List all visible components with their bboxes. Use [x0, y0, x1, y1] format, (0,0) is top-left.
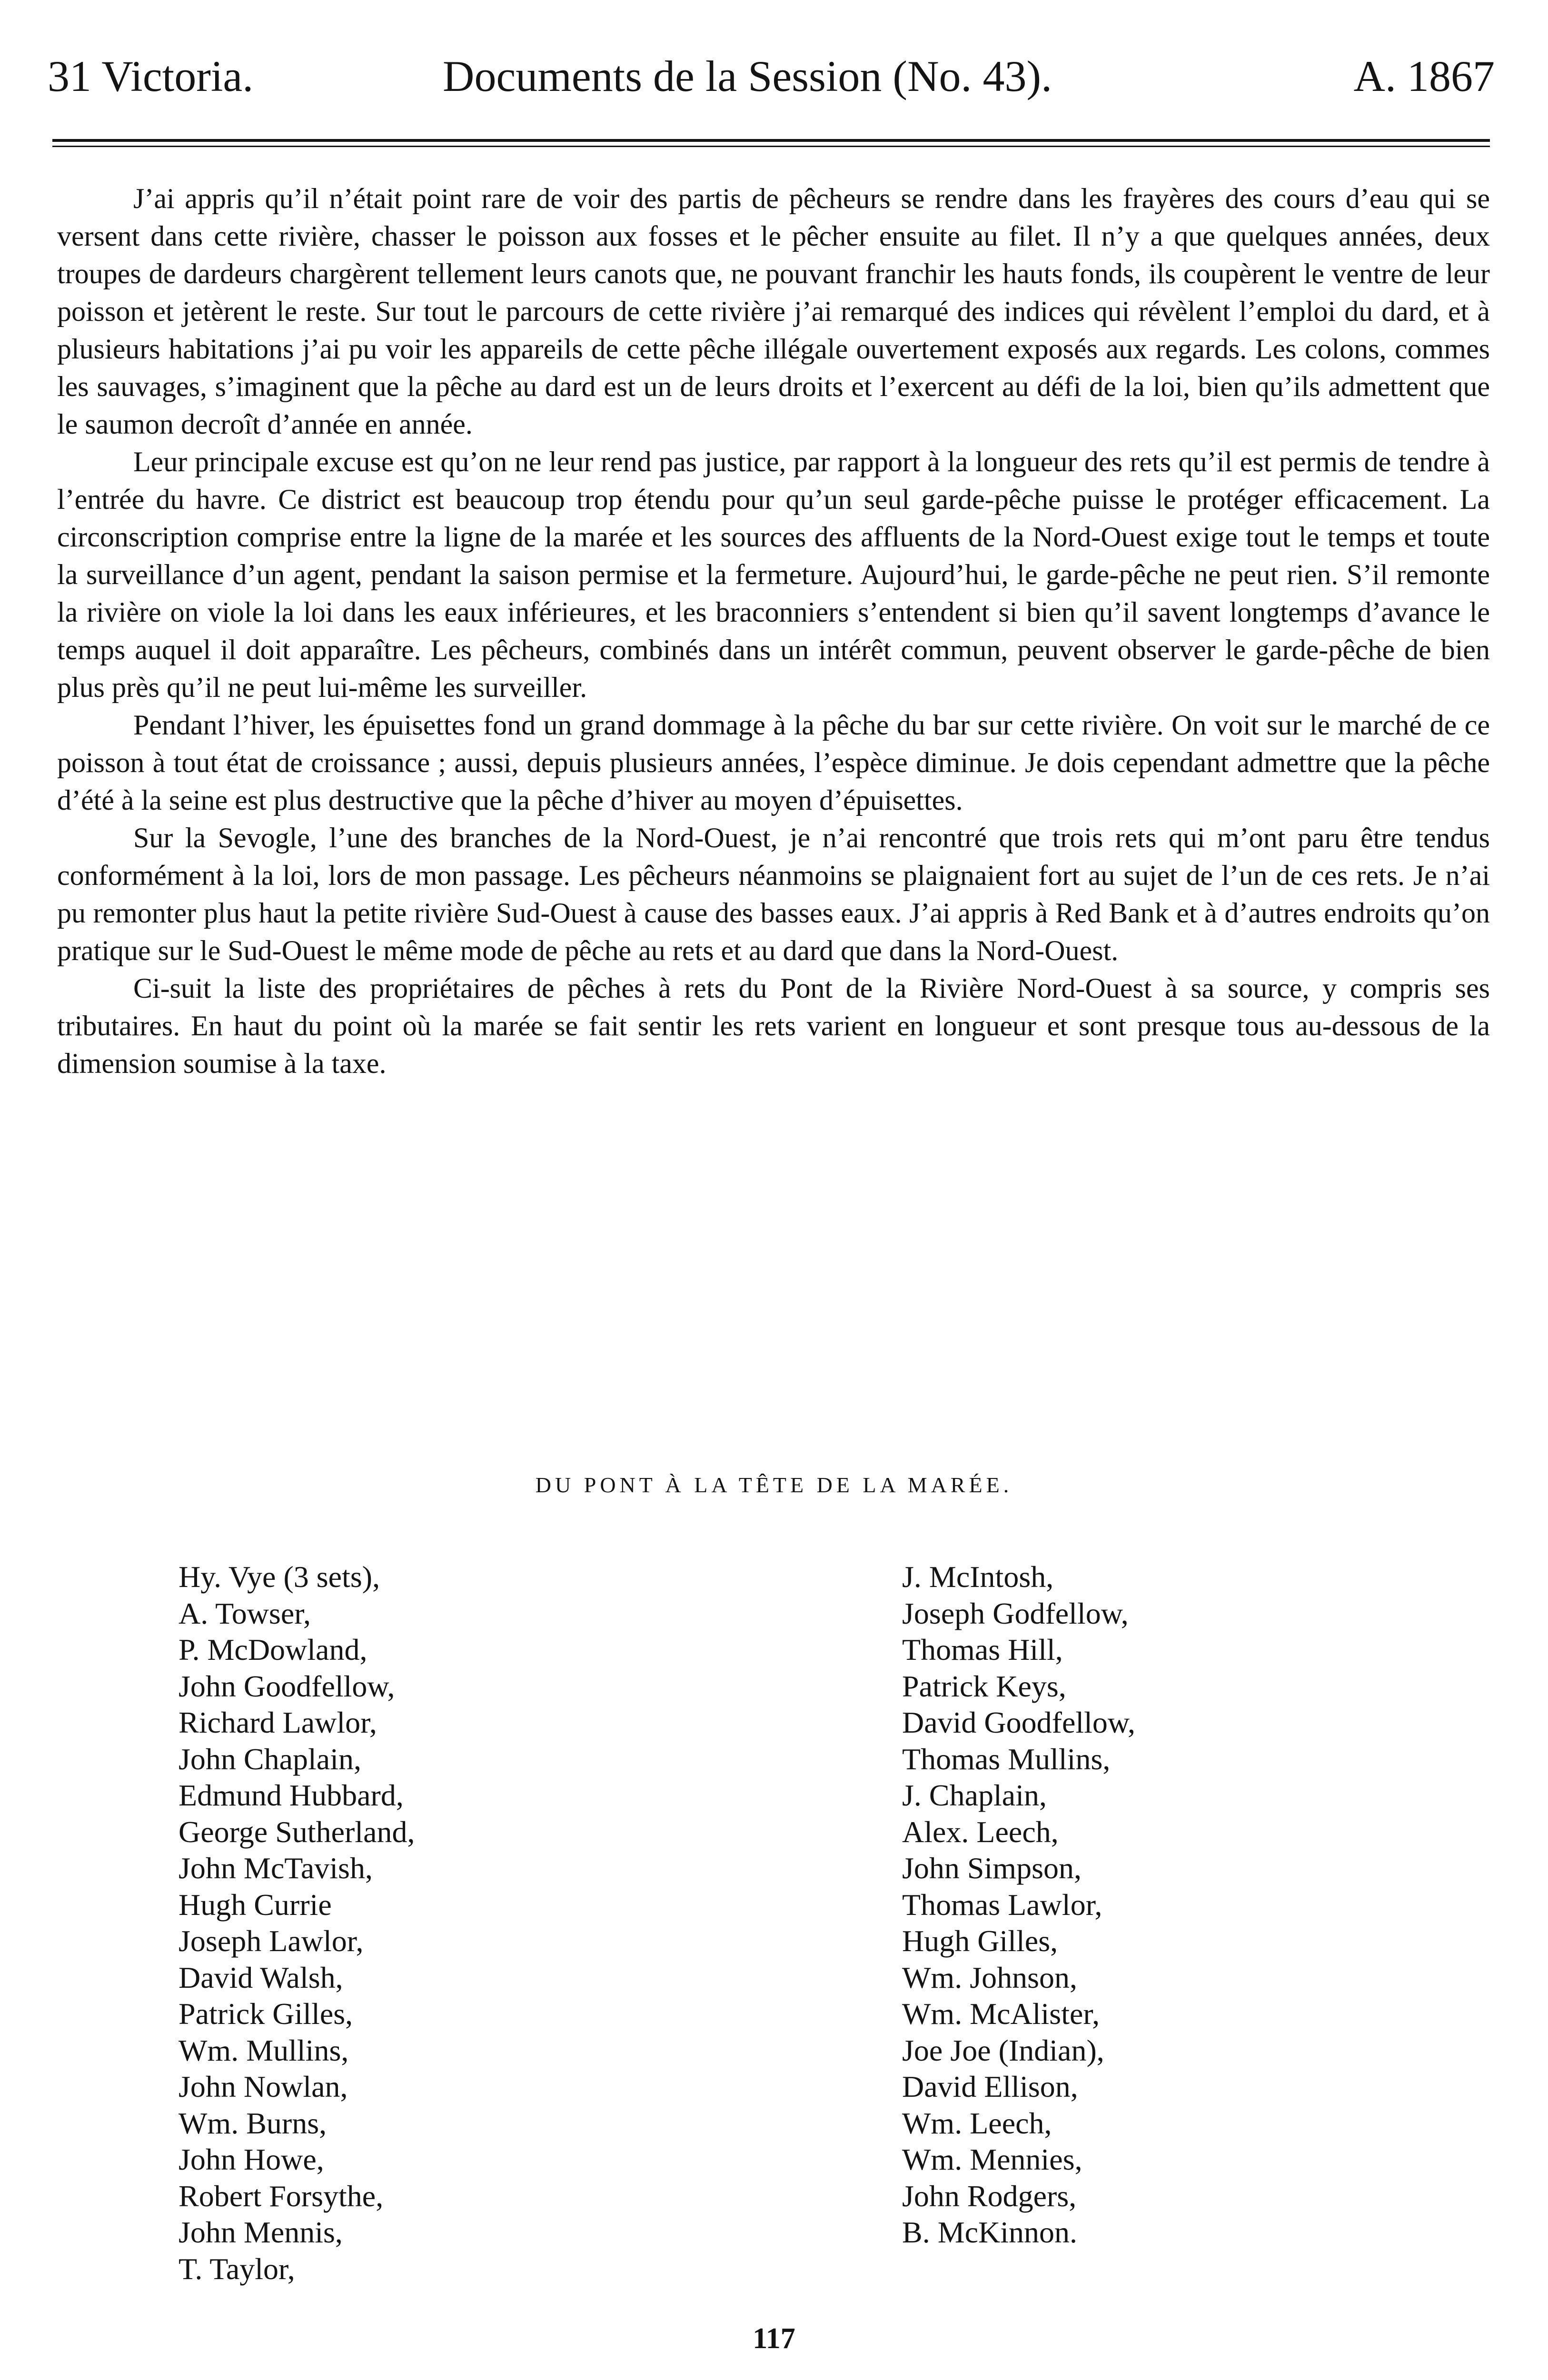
page-number: 117 — [753, 2322, 795, 2355]
name-entry: Wm. Johnson, — [902, 1960, 1077, 1994]
name-entry: Thomas Mullins, — [902, 1742, 1111, 1776]
name-entry: Wm. McAlister, — [902, 1997, 1100, 2031]
paragraph: Pendant l’hiver, les épuisettes fond un grand dommage à la pêche du bar sur cette rivière. On voit sur le marché de ce poisson à tout état de croissance ; aussi, depuis plusieurs années, l’espèce diminue. Je dois cependant admettre que la pêche d’été à la seine est plus destructive que la pêche d’hiver au moyen d’épuisettes. — [57, 709, 1490, 816]
name-entry: Patrick Gilles, — [179, 1997, 353, 2031]
name-entry: Thomas Hill, — [902, 1633, 1063, 1666]
name-entry: John Howe, — [179, 2142, 324, 2176]
page-header — [48, 48, 1495, 105]
paragraph: Ci-suit la liste des propriétaires de pêches à rets du Pont de la Rivière Nord-Ouest à sa source, y compris ses tributaires. En haut du point où la marée se fait sentir les rets varient en longueur et sont presque tous au-dessous de la dimension soumise à la taxe. — [57, 972, 1490, 1079]
paragraph: J’ai appris qu’il n’était point rare de voir des partis de pêcheurs se rendre dans les frayères des cours d’eau qui se versent dans cette rivière, chasser le poisson aux fosses et le pêcher ensuite au filet. Il n’y a que quelques années, deux troupes de dardeurs chargèrent tellement leurs canots que, ne pouvant franchir les hauts fonds, ils coupèrent le ventre de leur poisson et jetèrent le reste. Sur tout le parcours de cette rivière j’ai remarqué des indices qui révèlent l’emploi du dard, et à plusieurs habitations j’ai pu voir les appareils de cette pêche illégale ouvertement exposés aux regards. Les colons, commes les sauvages, s’imaginent que la pêche au dard est un de leurs droits et l’exercent au défi de la loi, bien qu’ils admettent que le saumon decroît d’année en année. — [57, 183, 1490, 440]
name-entry: John McTavish, — [179, 1851, 373, 1885]
name-entry: Robert Forsythe, — [179, 2179, 384, 2213]
name-entry: Wm. Leech, — [902, 2106, 1052, 2140]
name-entry: Wm. Mennies, — [902, 2142, 1082, 2176]
paragraph: Leur principale excuse est qu’on ne leur rend pas justice, par rapport à la longueur des rets qu’il est permis de tendre à l’entrée du havre. Ce district est beaucoup trop étendu pour qu’un seul garde-pêche puisse le protéger efficacement. La circonscription comprise entre la ligne de la marée et les sources des affluents de la Nord-Ouest exige tout le temps et toute la surveillance d’un agent, pendant la saison permise et la fermeture. Aujourd’hui, le garde-pêche ne peut rien. S’il remonte la rivière on viole la loi dans les eaux inférieures, et les braconniers s’entendent si bien qu’il savent longtemps d’avance le temps auquel il doit apparaître. Les pêcheurs, combinés dans un intérêt commun, peuvent observer le garde-pêche de bien plus près qu’il ne peut lui-même les surveiller. — [57, 446, 1490, 703]
header-volume: 31 Victoria. — [48, 52, 254, 100]
name-entry: Hugh Currie — [179, 1887, 332, 1922]
paragraph: Sur la Sevogle, l’une des branches de la Nord-Ouest, je n’ai rencontré que trois rets qui m’ont paru être tendus conformément à la loi, lors de mon passage. Les pêcheurs néanmoins se plaignaient fort au sujet de l’un de ces rets. Je n’ai pu remonter plus haut la petite rivière Sud-Ouest à cause des basses eaux. J’ai appris à Red Bank et à d’autres endroits qu’on pratique sur le Sud-Ouest le même mode de pêche au rets et au dard que dans la Nord-Ouest. — [57, 822, 1490, 966]
name-entry: Joseph Godfellow, — [902, 1596, 1129, 1630]
name-entry: David Walsh, — [179, 1960, 343, 1994]
name-entry: P. McDowland, — [179, 1633, 367, 1666]
names-list-right — [902, 1559, 1135, 2251]
name-entry: John Mennis, — [179, 2215, 343, 2249]
names-list-left — [179, 1559, 415, 2287]
name-entry: David Goodfellow, — [902, 1706, 1135, 1739]
body-text — [57, 180, 1490, 1082]
header-rule-thin — [52, 146, 1490, 147]
name-entry: John Goodfellow, — [179, 1669, 395, 1703]
name-entry: B. McKinnon. — [902, 2215, 1077, 2249]
name-entry: Joe Joe (Indian), — [902, 2033, 1104, 2067]
name-entry: David Ellison, — [902, 2070, 1078, 2103]
name-entry: George Sutherland, — [179, 1815, 415, 1849]
name-entry: John Nowlan, — [179, 2070, 348, 2103]
header-rule-thick — [52, 139, 1490, 142]
name-entry: John Rodgers, — [902, 2179, 1077, 2213]
name-entry: Joseph Lawlor, — [179, 1924, 364, 1958]
name-entry: Hy. Vye (3 sets), — [179, 1560, 380, 1594]
name-entry: T. Taylor, — [179, 2251, 295, 2286]
name-entry: Thomas Lawlor, — [902, 1887, 1102, 1922]
section-heading: DU PONT À LA TÊTE DE LA MARÉE. — [535, 1473, 1013, 1497]
name-entry: Wm. Mullins, — [179, 2033, 349, 2067]
name-entry: J. McIntosh, — [902, 1560, 1054, 1594]
name-entry: John Chaplain, — [179, 1742, 361, 1776]
header-title: Documents de la Session (No. 43). — [443, 52, 1052, 100]
name-entry: Edmund Hubbard, — [179, 1778, 404, 1812]
name-entry: Richard Lawlor, — [179, 1706, 377, 1739]
name-entry: Wm. Burns, — [179, 2106, 327, 2140]
name-entry: John Simpson, — [902, 1851, 1082, 1885]
name-entry: Alex. Leech, — [902, 1815, 1059, 1849]
name-entry: Hugh Gilles, — [902, 1924, 1058, 1958]
name-entry: J. Chaplain, — [902, 1778, 1047, 1812]
name-entry: Patrick Keys, — [902, 1669, 1066, 1703]
header-year: A. 1867 — [1353, 52, 1495, 100]
name-entry: A. Towser, — [179, 1596, 311, 1630]
